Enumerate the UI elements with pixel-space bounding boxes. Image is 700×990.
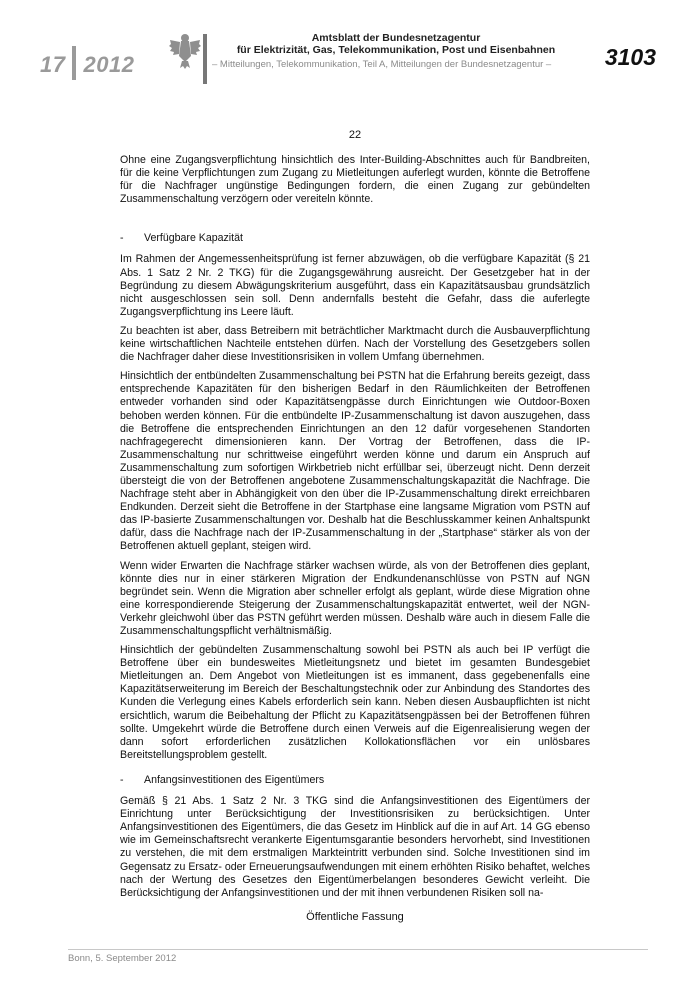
issue-number: 17 <box>40 52 66 77</box>
footer-date: Bonn, 5. September 2012 <box>68 953 177 964</box>
bullet-heading-text: Anfangsinvestitionen des Eigentümers <box>144 773 325 786</box>
journal-title <box>210 32 582 56</box>
paragraph: Hinsichtlich der entbündelten Zusammenschaltung bei PSTN hat die Erfahrung bereits gezeigt, dass entsprechende Kapazitäten für den bisherigen Bedarf in den Räumlichkeiten der Betroffenen entweder vorhanden sind oder Kapazitätsengpässe durch Einrichtungen wie Outdoor-Boxen behoben werden können. Für die entbündelte IP-Zusammenschaltung ist davon auszugehen, dass die Betroffene die entsprechenden Einrichtungen an den 12 dafür vorgesehenen Standorten nachfragegerecht dimensionieren kann. Der Vortrag der Betroffenen, dass die IP-Zusammenschaltung nur schrittweise eingeführt werden könne und darum ein Anspruch auf Zusammenschaltung zum sofortigen Wirkbetrieb nicht erfüllbar sei, überzeugt nicht. Denn derzeit übersteigt die von der Betroffenen angebotene Zusammenschaltungskapazität die Nachfrage. Die Nachfrage steht aber in Abhängigkeit von den über die IP-Zusammenschaltung direkt erreichbaren Endkunden. Derzeit sieht die Betroffene in der Startphase eine langsame Migration vom PSTN auf das IP-basierte Zusammenschaltungen vor. Deshalb hat die Beschlusskammer keinen Anhaltspunkt dafür, dass die Nachfrage nach der IP-Zusammenschaltung in der „Startphase“ stärker als von der Betroffenen aktuell geplant, steigen wird. <box>120 370 590 553</box>
issue-separator <box>72 46 76 80</box>
bullet-dash: - <box>120 773 124 786</box>
document-body <box>120 154 590 906</box>
federal-eagle-icon <box>168 32 202 70</box>
journal-subtitle: – Mitteilungen, Telekommunikation, Teil A, Mitteilungen der Bundesnetzagentur – <box>212 59 552 70</box>
paragraph: Wenn wider Erwarten die Nachfrage stärker wachsen würde, als von der Betroffenen dies geplant, könnte dies nur in einer stärkeren Migration der Endkundenanschlüsse von PSTN auf NGN begründet sein. Wenn die Migration aber schneller erfolgt als geplant, würde diese Migration ohne eine korrespondierende Steigerung der Zusammenschaltungskapazität entwertet, weil der NGN-Verkehr gleichwohl über das PSTN geführt werden müssen. Deshalb wäre auch in diesem Falle die Zusammenschaltungspflicht verhältnismäßig. <box>120 559 590 637</box>
bullet-heading <box>120 774 590 787</box>
bullet-dash: - <box>120 232 124 245</box>
paragraph: Hinsichtlich der gebündelten Zusammenschaltung sowohl bei PSTN als auch bei IP verfügt die Betroffene über ein bundesweites Mietleitungsnetz und bietet im gesamten Bundesgebiet Mietleitungen an. Dem Angebot von Mietleitungen ist es immanent, dass gegebenenfalls eine Kapazitätserweiterung im Bereich der Beschaltungstechnik oder zur Anbindung des Standortes des Kunden die Verlegung eines Kabels erforderlich sein kann. Neben diesen Ausbaupflichten ist nicht ersichtlich, warum die Beibehaltung der Pflicht zu Kapazitätsengpässen bei der Betroffenen führen sollte. Umgekehrt würde die Betroffene durch einen Verweis auf die Eigenrealisierung wegen der dann sofort erforderlichen zusätzlichen Kollokationsflächen vor ein unlösbares Bereitstellungsproblem gestellt. <box>120 644 590 761</box>
journal-page-number: 3103 <box>604 44 656 70</box>
issue-year: 2012 <box>83 52 135 77</box>
header-divider <box>203 34 207 84</box>
journal-title-line2: für Elektrizität, Gas, Telekommunikation, Post und Eisenbahnen <box>236 44 556 56</box>
paragraph: Gemäß § 21 Abs. 1 Satz 2 Nr. 3 TKG sind die Anfangsinvestitionen des Eigentümers der Einrichtung unter Berücksichtigung der Investitionsrisiken zu berücksichtigen. Unter Anfangsinvestitionen des Eigentümers, die das Gesetz im Hinblick auf die in auf Art. 14 GG ebenso wie im Gemeinschaftsrecht verankerte Eigentumsgarantie besonders hervorhebt, sind Investitionen zu verstehen, die mit dem erstmaligen Markteintritt verbunden sind. Solche Investitionen sind im Gegensatz zu Ersatz- oder Erneuerungsaufwendungen mit einem erhöhten Risiko behaftet, welches nach der Wertung des Gesetzes den Eigentümerbelangen besonderes Gewicht verleiht. Die Berücksichtigung der Anfangsinvestitionen und der mit ihnen verbundenen Risiken soll na- <box>120 795 590 899</box>
bullet-heading-text: Verfügbare Kapazität <box>144 232 243 245</box>
public-version-label: Öffentliche Fassung <box>306 911 404 923</box>
document-page-number: 22 <box>348 129 362 141</box>
bullet-heading <box>120 232 590 245</box>
footer-divider <box>68 949 648 950</box>
journal-title-line1: Amtsblatt der Bundesnetzagentur <box>311 32 481 44</box>
paragraph: Zu beachten ist aber, dass Betreibern mit beträchtlicher Marktmacht durch die Ausbauverpflichtung keine wirtschaftlichen Nachteile entstehen dürfen. Nach der Vorstellung des Gesetzgebers sollen die Nachfrager daher diese Investitionsrisiken in vollem Umfang übernehmen. <box>120 324 590 364</box>
paragraph: Im Rahmen der Angemessenheitsprüfung ist ferner abzuwägen, ob die verfügbare Kapazität (§ 21 Abs. 1 Satz 2 Nr. 2 TKG) für die Zugangsgewährung ausreicht. Der Gesetzgeber hat in der Begründung zu diesem Abwägungskriterium ausgeführt, dass ein Kapazitätsausbau grundsätzlich nicht ausgeschlossen sein soll. Denn andernfalls besteht die Gefahr, dass die auferlegte Zugangsverpflichtung ins Leere läuft. <box>120 253 590 318</box>
paragraph: Ohne eine Zugangsverpflichtung hinsichtlich des Inter-Building-Abschnittes auch für Bandbreiten, für die keine Verpflichtungen zum Zugang zu Mietleitungen auferlegt wurden, könnte die Betroffene für die Nachfrager ungünstige Bedingungen fordern, die einen Zugang zur gebündelten Zusammenschaltung verzögern oder vereiteln könnte. <box>120 154 590 206</box>
issue-label <box>40 46 134 80</box>
